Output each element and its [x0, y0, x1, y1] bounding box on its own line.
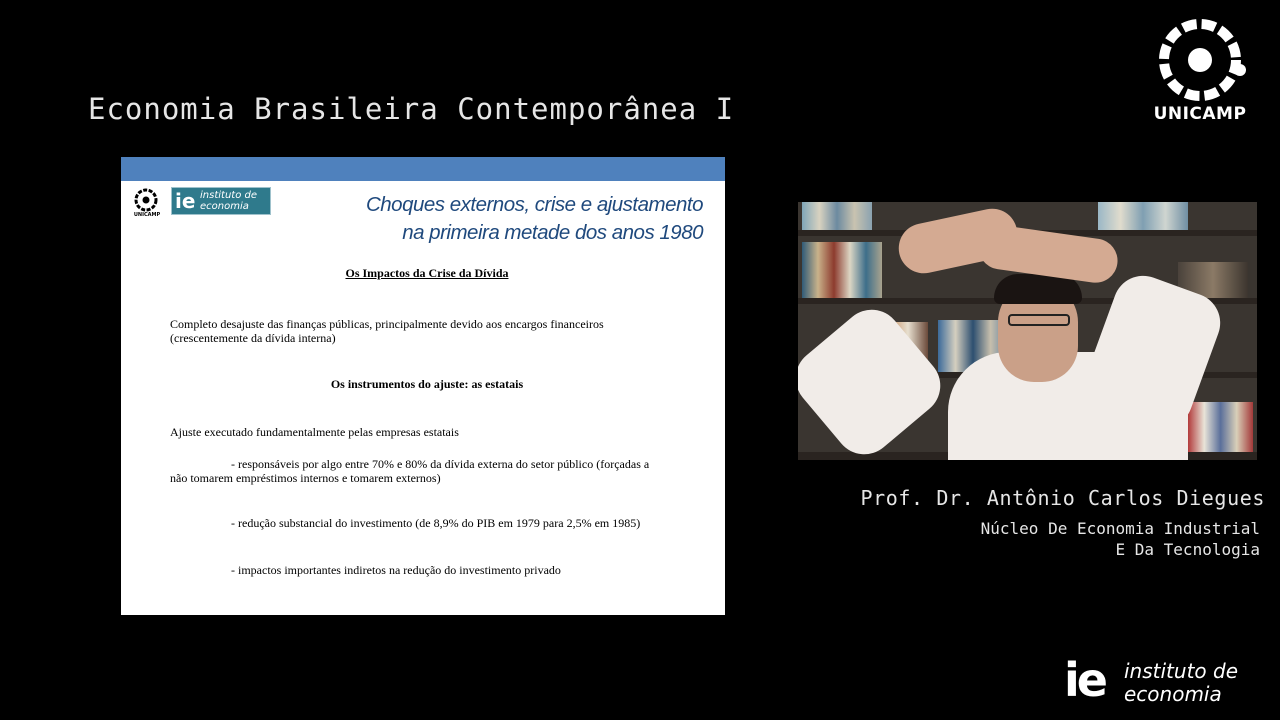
ie-logo-line2: economia [1124, 682, 1222, 706]
instituto-economia-logo [1062, 653, 1268, 710]
presenter-webcam [798, 202, 1257, 460]
slide-ie-line1: instituto de [200, 190, 258, 201]
slide-paragraph-line: Completo desajuste das finanças públicas, principalmente devido aos encargos financeiros [170, 317, 604, 331]
unicamp-emblem-icon [130, 187, 164, 213]
slide-paragraph-line: (crescentemente da dívida interna) [170, 331, 336, 345]
slide-paragraph [170, 317, 604, 345]
presentation-slide [121, 157, 725, 615]
slide-header-bar [121, 157, 725, 181]
slide-title-line1: Choques externos, crise e ajustamento [365, 193, 703, 216]
ie-mark-icon: ie [1064, 653, 1105, 707]
presenter-department-line: Núcleo De Economia Industrial [980, 519, 1260, 538]
slide-section-heading: Os instrumentos do ajuste: as estatais [330, 377, 524, 391]
unicamp-emblem-icon [1152, 16, 1248, 102]
unicamp-logo [1142, 16, 1258, 126]
slide-title [283, 191, 703, 247]
slide-bullet [170, 457, 690, 485]
course-title: Economia Brasileira Contemporânea I [88, 92, 735, 126]
slide-title-line2: na primeira metade dos anos 1980 [402, 221, 703, 244]
slide-bullet: - redução substancial do investimento (de 8,9% do PIB em 1979 para 2,5% em 1985) [231, 516, 641, 530]
ie-logo-line1: instituto de [1124, 659, 1239, 683]
slide-ie-logo [171, 187, 271, 215]
slide-paragraph: Ajuste executado fundamentalmente pelas empresas estatais [170, 425, 459, 439]
slide-bullet-line: - responsáveis por algo entre 70% e 80% da dívida externa do setor público (forçadas a [231, 457, 650, 471]
glasses-icon [1008, 314, 1070, 326]
slide-section-heading: Os Impactos da Crise da Dívida [345, 266, 509, 280]
slide-ie-line2: economia [200, 201, 249, 212]
presenter-department [981, 518, 1260, 560]
slide-bullet: - impactos importantes indiretos na redução do investimento privado [231, 563, 561, 577]
presenter-department-line: E Da Tecnologia [1115, 540, 1260, 559]
presenter-name: Prof. Dr. Antônio Carlos Diegues [860, 486, 1265, 510]
slide-unicamp-label: UNICAMP [133, 212, 161, 218]
slide-bullet-line: não tomarem empréstimos internos e tomarem externos) [170, 471, 441, 485]
ie-mark-icon: ie [175, 189, 196, 213]
unicamp-label: UNICAMP [1153, 104, 1247, 124]
slide-unicamp-logo [130, 187, 164, 219]
